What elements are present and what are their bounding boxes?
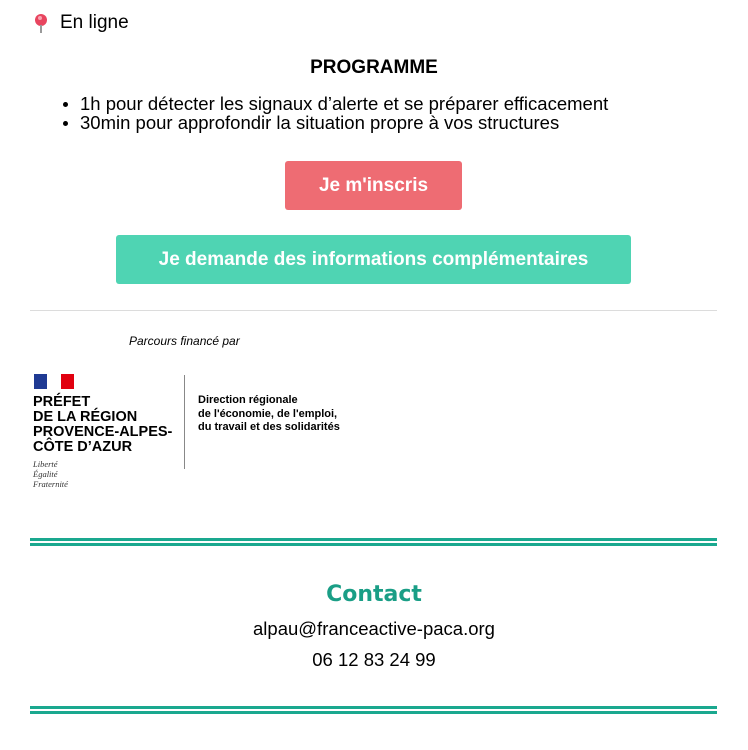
logo-direction-text [198, 394, 340, 435]
marianne-flag-icon [34, 374, 74, 389]
motto-line: Liberté [33, 459, 58, 469]
map-pin-icon [34, 13, 48, 33]
programme-item: 30min pour approfondir la situation propre à vos structures [80, 113, 608, 132]
register-button[interactable]: Je m'inscris [285, 161, 462, 210]
logo-line: DE LA RÉGION [33, 409, 138, 425]
logo-line: PRÉFET [33, 394, 91, 410]
direction-line: Direction régionale [198, 394, 298, 406]
motto-line: Égalité [33, 469, 58, 479]
motto-line: Fraternité [33, 479, 68, 489]
divider [30, 310, 717, 311]
location-label: En ligne [60, 12, 129, 33]
logo-line: CÔTE D’AZUR [33, 439, 133, 455]
programme-list [80, 94, 608, 132]
funding-label: Parcours financé par [129, 334, 240, 348]
contact-email[interactable]: alpau@franceactive-paca.org [253, 618, 495, 639]
teal-divider [30, 538, 717, 546]
logo-prefet-text [33, 395, 172, 455]
logo-motto [33, 459, 68, 489]
direction-line: de l'économie, de l'emploi, [198, 407, 338, 420]
logo-separator [184, 375, 185, 469]
programme-item: 1h pour détecter les signaux d’alerte et se préparer efficacement [80, 93, 609, 114]
programme-title: PROGRAMME [310, 57, 438, 78]
teal-divider [30, 706, 717, 714]
location [34, 12, 129, 34]
prefet-region-logo [33, 374, 353, 492]
direction-line: du travail et des solidarités [198, 421, 340, 433]
contact-title: Contact [326, 582, 422, 607]
request-info-button[interactable]: Je demande des informations complémentaires [116, 235, 631, 284]
logo-line: PROVENCE-ALPES- [33, 424, 173, 440]
contact-phone[interactable]: 06 12 83 24 99 [312, 649, 436, 670]
